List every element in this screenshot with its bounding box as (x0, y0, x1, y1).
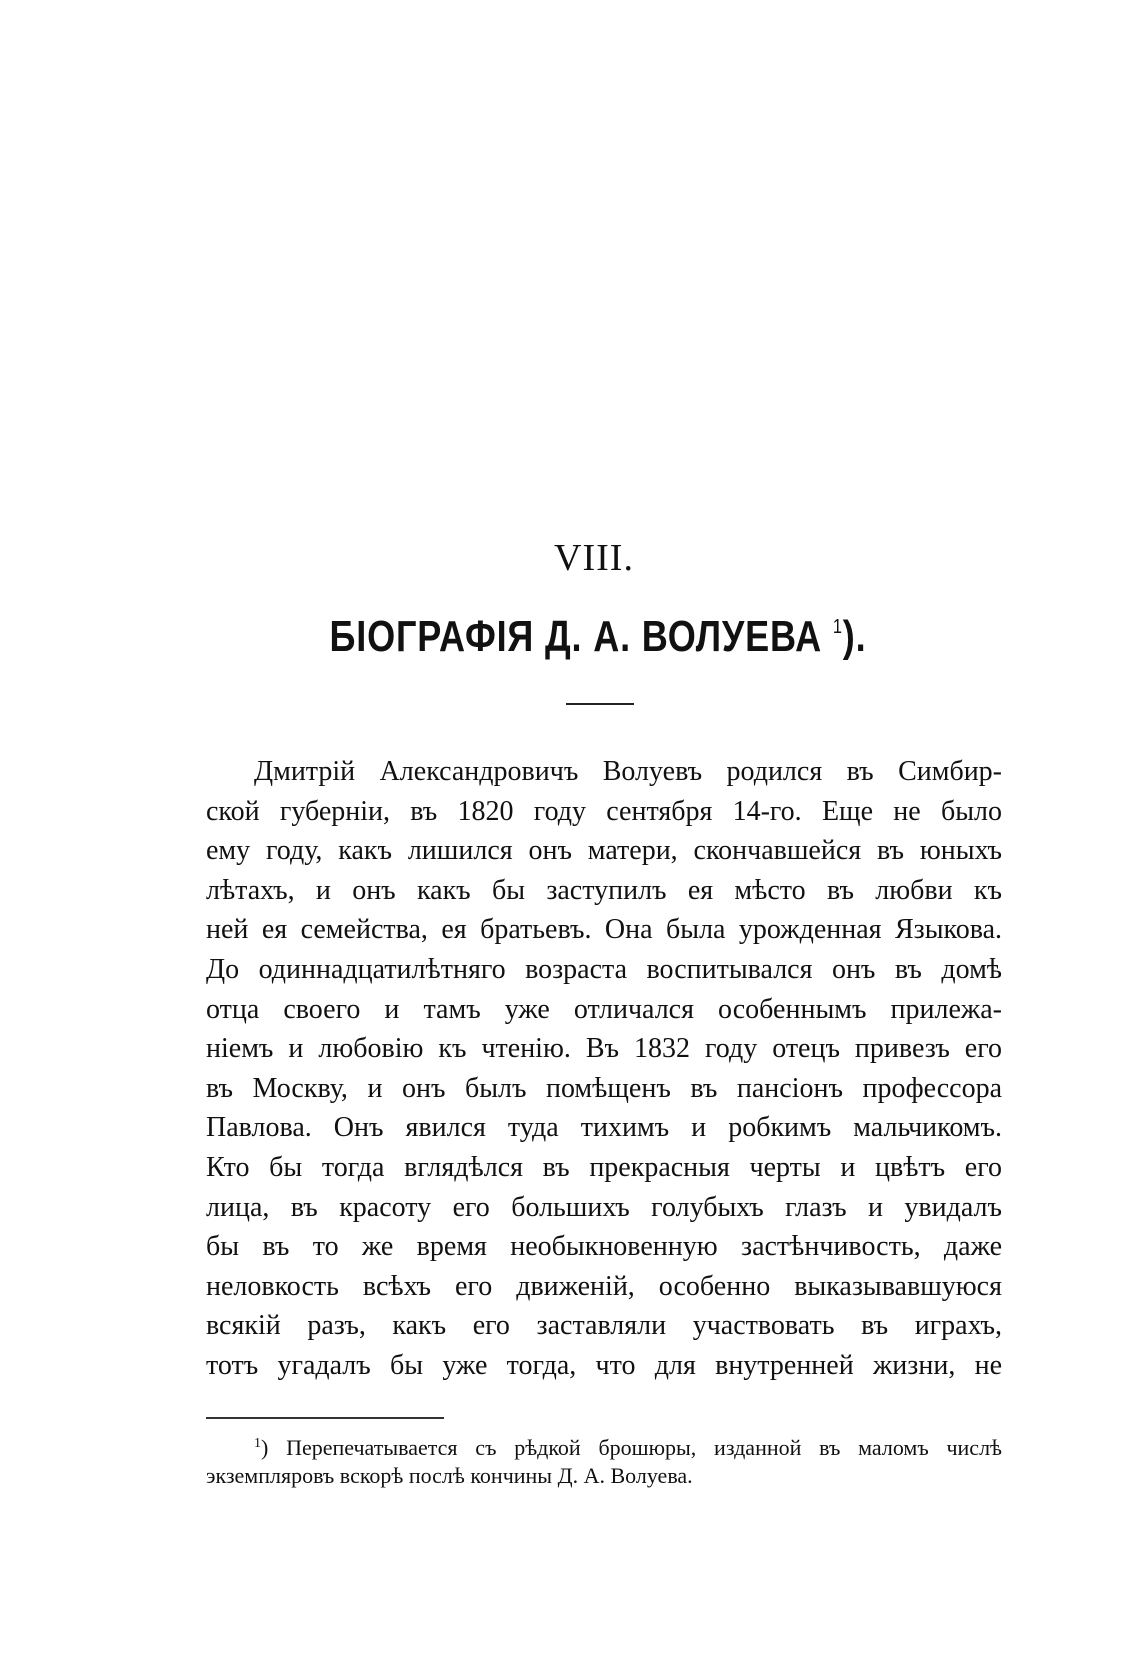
body-line: неловкость всѣхъ его движеній, особенно выказывавшуюся (206, 1270, 1002, 1302)
footnote (206, 1428, 1002, 1492)
body-line: До одиннадцатилѣтняго возраста воспитывался онъ въ домѣ (206, 953, 1002, 985)
body-line: ней ея семейства, ея братьевъ. Она была урожденная Языкова. (206, 914, 1002, 946)
body-line: ской губерніи, въ 1820 году сентября 14-го. Еще не было (206, 795, 1002, 827)
footnote-text: ) Перепечатывается съ рѣдкой брошюры, изданной въ маломъ числѣ (261, 1435, 1002, 1460)
body-line: отца своего и тамъ уже отличался особеннымъ прилежа- (206, 993, 1002, 1025)
body-paragraph (206, 752, 1002, 1386)
chapter-number: VIII. (554, 537, 634, 579)
body-line: Кто бы тогда вглядѣлся въ прекрасныя черты и цвѣтъ его (206, 1151, 1002, 1183)
body-line: ему году, какъ лишился онъ матери, скончавшейся въ юныхъ (206, 835, 1002, 867)
body-line: всякій разъ, какъ его заставляли участвовать въ играхъ, (206, 1310, 1002, 1342)
footnote-mark: 1 (254, 1436, 261, 1451)
title-close: ). (842, 612, 867, 661)
body-line: лѣтахъ, и онъ какъ бы заступилъ ея мѣсто въ любви къ (206, 874, 1002, 906)
body-line: лица, въ красоту его большихъ голубыхъ глазъ и увидалъ (206, 1191, 1002, 1223)
title-footnote-mark: 1 (832, 616, 843, 638)
footnote-line: экземпляровъ вскорѣ послѣ кончины Д. А. Волуева. (206, 1463, 693, 1488)
chapter-title (131, 612, 1066, 662)
body-line: Дмитрій Александровичъ Волуевъ родился въ Симбир- (254, 756, 1002, 787)
body-line: ніемъ и любовію къ чтенію. Въ 1832 году отецъ привезъ его (206, 1033, 1002, 1065)
footnote-divider (206, 1417, 444, 1419)
chapter-title-text: БІОГРАФІЯ Д. А. ВОЛУЕВА (329, 612, 823, 661)
body-line: бы въ то же время необыкновенную застѣнчивость, даже (206, 1231, 1002, 1263)
body-line: тотъ угадалъ бы уже тогда, что для внутренней жизни, не (206, 1349, 1002, 1381)
footnote-line (206, 1428, 1002, 1460)
title-divider (566, 703, 634, 705)
body-line: Павлова. Онъ явился туда тихимъ и робкимъ мальчикомъ. (206, 1112, 1002, 1144)
body-line: въ Москву, и онъ былъ помѣщенъ въ пансіонъ профессора (206, 1072, 1002, 1104)
